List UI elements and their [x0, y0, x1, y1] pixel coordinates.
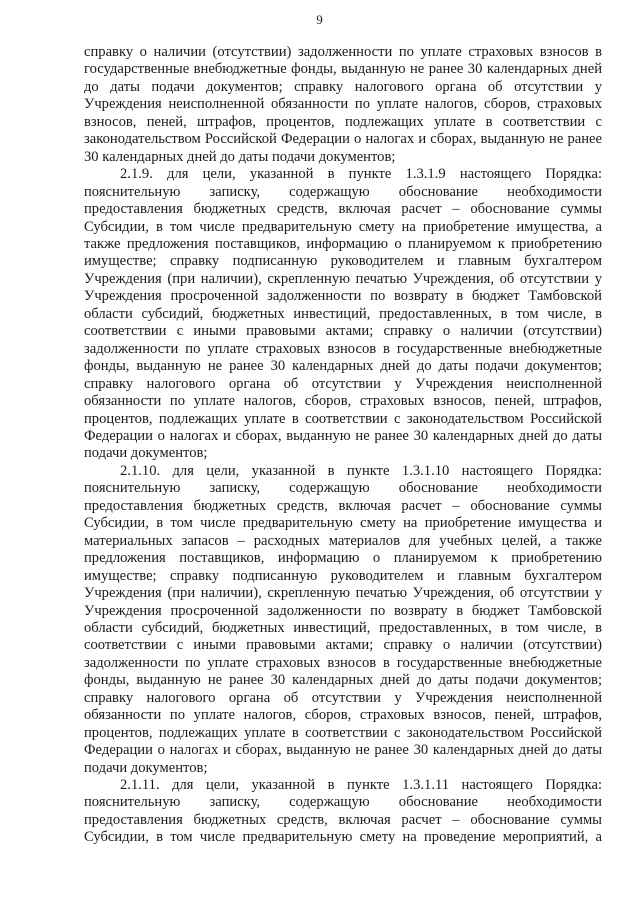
paragraph-continued: справку о наличии (отсутствии) задолженности по уплате страховых взносов в государственные внебюджетные фонды, выданную не ранее 30 календарных дней до даты подачи документов; справку налогового органа об отсутствии у Учреждения неисполненной обязанности по уплате налогов, сборов, страховых взносов, пеней, штрафов, процентов, подлежащих уплате в соответствии с законодательством Российской Федерации о налогах и сборах, выданную не ранее 30 календарных дней до даты подачи документов; [84, 44, 602, 165]
page-number: 9 [316, 12, 323, 27]
paragraph-2-1-11: 2.1.11. для цели, указанной в пункте 1.3.1.11 настоящего Порядка: пояснительную записку, содержащую обоснование необходимости предоставления бюджетных средств, включая расчет – обоснование суммы Субсидии, в том числе предварительную смету на проведение мероприятий, а [84, 777, 602, 846]
document-body [84, 44, 602, 847]
paragraph-2-1-10: 2.1.10. для цели, указанной в пункте 1.3.1.10 настоящего Порядка: пояснительную записку, содержащую обоснование необходимости предоставления бюджетных средств, включая расчет – обоснование суммы Субсидии, в том числе предварительную смету на приобретение имущества и материальных запасов – расходных материалов для учебных целей, а также предложения поставщиков, информацию о планируемом к приобретению имуществе; справку подписанную руководителем и главным бухгалтером Учреждения (при наличии), скрепленную печатью Учреждения, об отсутствии у Учреждения просроченной задолженности по возврату в бюджет Тамбовской области субсидий, бюджетных инвестиций, предоставленных, в том числе, в соответствии с иными правовыми актами; справку о наличии (отсутствии) задолженности по уплате страховых взносов в государственные внебюджетные фонды, выданную не ранее 30 календарных дней до даты подачи документов; справку налогового органа об отсутствии у Учреждения неисполненной обязанности по уплате налогов, сборов, страховых взносов, пеней, штрафов, процентов, подлежащих уплате в соответствии с законодательством Российской Федерации о налогах и сборах, выданную не ранее 30 календарных дней до даты подачи документов; [84, 462, 602, 776]
paragraph-2-1-9: 2.1.9. для цели, указанной в пункте 1.3.1.9 настоящего Порядка: пояснительную записку, содержащую обоснование необходимости предоставления бюджетных средств, включая расчет – обоснование суммы Субсидии, в том числе предварительную смету на приобретение имущества, а также предложения поставщиков, информацию о планируемом к приобретению имуществе; справку подписанную руководителем и главным бухгалтером Учреждения (при наличии), скрепленную печатью Учреждения, об отсутствии у Учреждения просроченной задолженности по возврату в бюджет Тамбовской области субсидий, бюджетных инвестиций, предоставленных, в том числе, в соответствии с иными правовыми актами; справку о наличии (отсутствии) задолженности по уплате страховых взносов в государственные внебюджетные фонды, выданную не ранее 30 календарных дней до даты подачи документов; справку налогового органа об отсутствии у Учреждения неисполненной обязанности по уплате налогов, сборов, страховых взносов, пеней, штрафов, процентов, подлежащих уплате в соответствии с законодательством Российской Федерации о налогах и сборах, выданную не ранее 30 календарных дней до даты подачи документов; [84, 166, 602, 462]
